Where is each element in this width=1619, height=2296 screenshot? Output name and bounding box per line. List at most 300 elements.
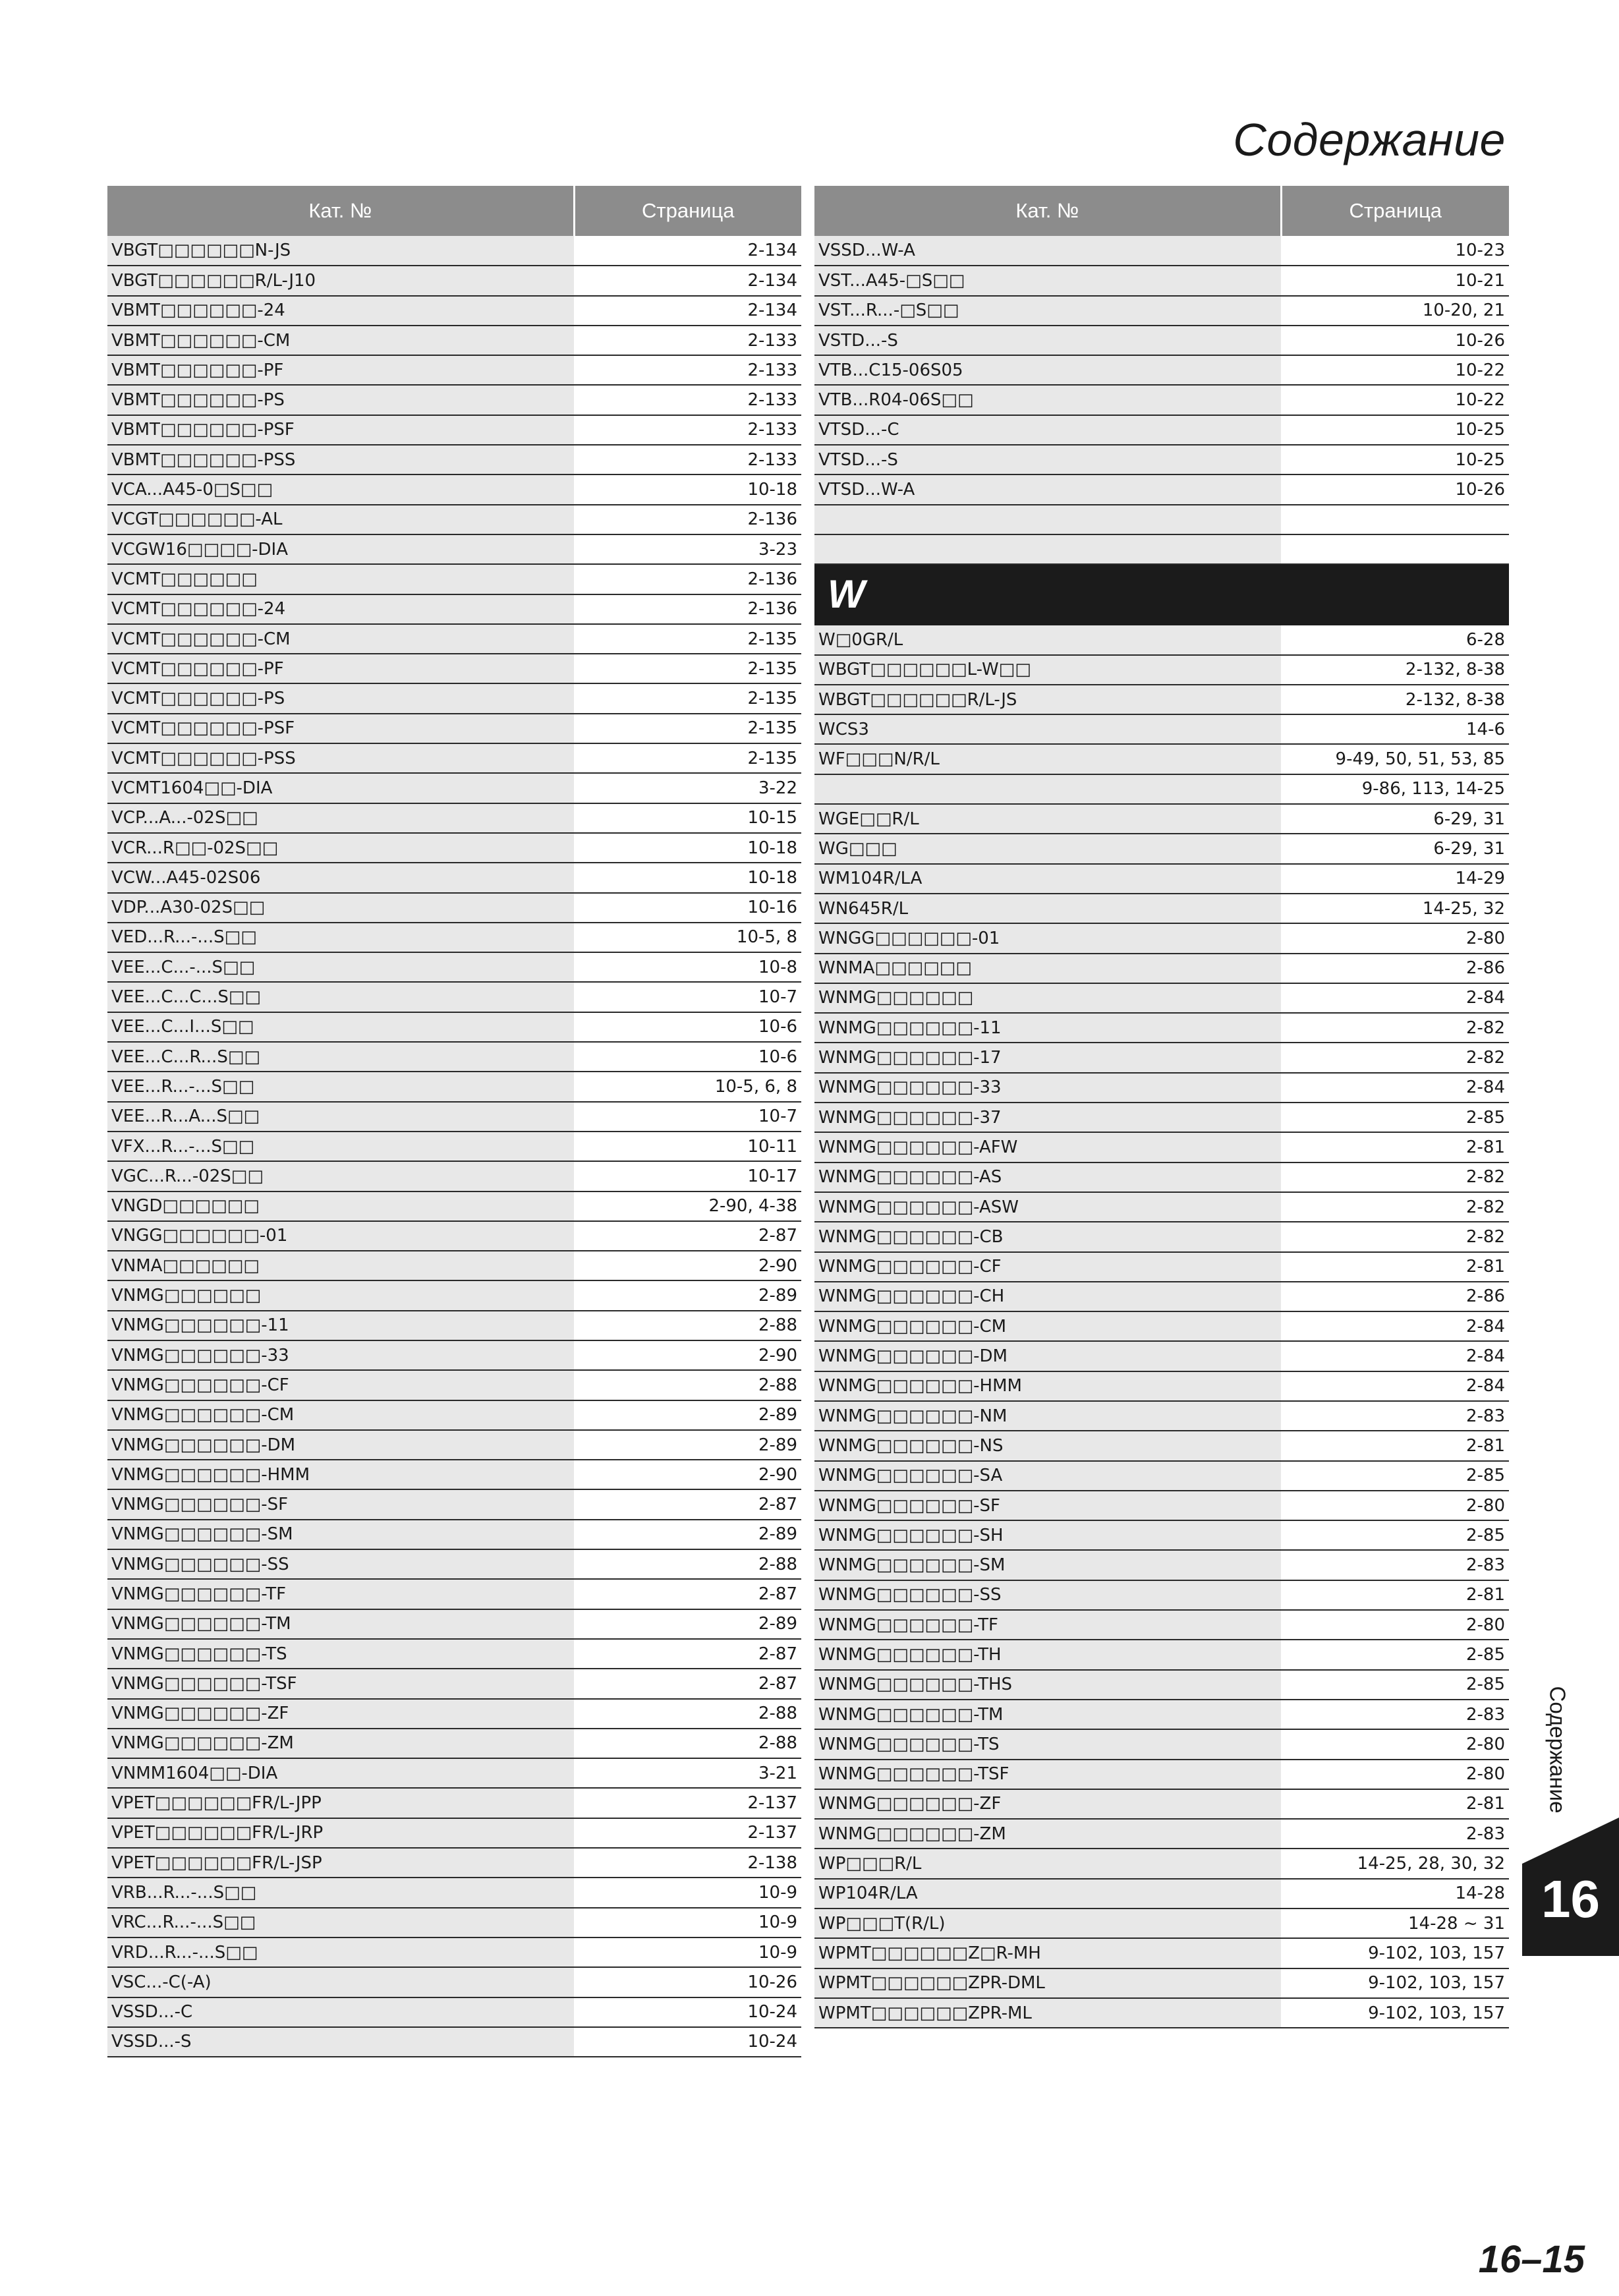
catalog-number-cell: VNMG□□□□□□-SF [107, 1489, 574, 1519]
table-row [814, 534, 1509, 564]
table-row [814, 1371, 1509, 1401]
table-row [107, 1012, 801, 1042]
catalog-number-cell: VCMT□□□□□□-CM [107, 624, 574, 654]
catalog-number-cell: VBGT□□□□□□N-JS [107, 236, 574, 266]
page-cell: 2-83 [1281, 1819, 1509, 1849]
page-cell: 10-15 [574, 803, 801, 833]
page-cell: 2-85 [1281, 1640, 1509, 1669]
table-row [107, 564, 801, 594]
catalog-number-cell: VBMT□□□□□□-PF [107, 355, 574, 385]
page-cell: 2-135 [574, 683, 801, 713]
page-cell: 2-90 [574, 1340, 801, 1370]
page-cell: 2-132, 8-38 [1281, 655, 1509, 685]
page-cell: 2-82 [1281, 1013, 1509, 1043]
catalog-number-cell: WNMG□□□□□□-NS [814, 1431, 1281, 1460]
table-row [814, 1879, 1509, 1909]
table-row [107, 1370, 801, 1400]
table-row [814, 1282, 1509, 1311]
table-row [814, 1491, 1509, 1520]
page-cell: 10-26 [1281, 474, 1509, 504]
catalog-number-cell: VBGT□□□□□□R/L-J10 [107, 266, 574, 295]
catalog-number-cell: WNMG□□□□□□-NM [814, 1401, 1281, 1431]
table-row [814, 355, 1509, 385]
table-row [107, 683, 801, 713]
catalog-number-cell: VNMG□□□□□□-TS [107, 1639, 574, 1669]
catalog-number-cell: VEE...C...R...S□□ [107, 1042, 574, 1072]
catalog-number-cell: WNMG□□□□□□-CB [814, 1222, 1281, 1251]
page-cell: 2-85 [1281, 1670, 1509, 1700]
table-row [814, 714, 1509, 744]
page-cell: 3-22 [574, 773, 801, 803]
page-cell: 10-7 [574, 982, 801, 1012]
table-row [107, 773, 801, 803]
right-table-body-bottom [814, 625, 1509, 2028]
table-row [107, 1729, 801, 1758]
page-cell: 2-87 [574, 1221, 801, 1251]
table-row [107, 594, 801, 624]
catalog-number-cell: VNMG□□□□□□-TSF [107, 1669, 574, 1698]
table-row [107, 654, 801, 683]
page-cell: 2-87 [574, 1579, 801, 1609]
page-cell: 2-133 [574, 355, 801, 385]
page-cell: 2-89 [574, 1280, 801, 1310]
right-table-header [814, 186, 1509, 236]
catalog-number-cell: WNMG□□□□□□-SF [814, 1491, 1281, 1520]
catalog-number-cell: WNMG□□□□□□-TH [814, 1640, 1281, 1669]
catalog-number-cell: VCMT□□□□□□-PSF [107, 714, 574, 743]
page-cell: 14-28 ~ 31 [1281, 1909, 1509, 1938]
table-row [814, 1760, 1509, 1789]
table-row [814, 1162, 1509, 1192]
table-row [814, 744, 1509, 774]
table-row [107, 1520, 801, 1549]
table-row [814, 1640, 1509, 1669]
catalog-number-cell: VRC...R...-...S□□ [107, 1908, 574, 1937]
table-row [107, 1669, 801, 1698]
table-row [814, 1311, 1509, 1341]
page-cell: 10-9 [574, 1908, 801, 1937]
table-row [107, 1967, 801, 1997]
catalog-number-cell: VCGW16□□□□-DIA [107, 534, 574, 564]
catalog-number-cell: VNMG□□□□□□-HMM [107, 1460, 574, 1489]
catalog-number-cell: WNMG□□□□□□-CM [814, 1311, 1281, 1341]
table-row [814, 625, 1509, 654]
table-row [107, 1221, 801, 1251]
table-row [107, 1878, 801, 1907]
table-row [814, 1341, 1509, 1371]
table-row [814, 655, 1509, 685]
catalog-number-cell [814, 774, 1281, 804]
page-cell: 2-81 [1281, 1431, 1509, 1460]
table-row [107, 952, 801, 982]
catalog-number-cell: VCMT□□□□□□-PS [107, 683, 574, 713]
page-cell: 2-135 [574, 654, 801, 683]
table-row [814, 1103, 1509, 1132]
table-row [814, 864, 1509, 894]
page-number: 16–15 [1478, 2238, 1585, 2281]
catalog-number-cell: WP□□□T(R/L) [814, 1909, 1281, 1938]
table-row [814, 804, 1509, 834]
table-row [107, 385, 801, 415]
page-cell: 9-102, 103, 157 [1281, 1968, 1509, 1998]
page-cell: 2-137 [574, 1788, 801, 1818]
table-row [107, 1460, 801, 1489]
catalog-number-cell: WNMG□□□□□□-33 [814, 1073, 1281, 1103]
table-row [814, 1461, 1509, 1491]
catalog-number-cell: WNMA□□□□□□ [814, 954, 1281, 983]
page-cell: 2-87 [574, 1489, 801, 1519]
page-cell: 10-25 [1281, 415, 1509, 445]
catalog-number-cell: VSC...-C(-A) [107, 1967, 574, 1997]
catalog-number-cell: WP104R/LA [814, 1879, 1281, 1909]
section-letter: W [814, 564, 1509, 625]
table-row [107, 1489, 801, 1519]
table-row [814, 326, 1509, 355]
catalog-number-cell: VSSD...-C [107, 1997, 574, 2027]
page-cell: 2-87 [574, 1669, 801, 1698]
page-cell: 2-80 [1281, 1729, 1509, 1759]
catalog-number-cell: VCMT1604□□-DIA [107, 773, 574, 803]
table-row [814, 1998, 1509, 2028]
page-cell: 2-135 [574, 624, 801, 654]
table-row [107, 833, 801, 863]
catalog-number-cell: VNMG□□□□□□-11 [107, 1311, 574, 1340]
table-row [814, 923, 1509, 953]
table-row [814, 445, 1509, 474]
catalog-number-cell: WNMG□□□□□□-11 [814, 1013, 1281, 1043]
table-row [814, 954, 1509, 983]
page-cell: 10-7 [574, 1102, 801, 1132]
page-cell: 10-21 [1281, 266, 1509, 295]
catalog-number-cell: VBMT□□□□□□-24 [107, 296, 574, 326]
catalog-number-cell: VNMG□□□□□□-CM [107, 1400, 574, 1430]
page-cell: 3-23 [574, 534, 801, 564]
chapter-tab [1522, 1818, 1619, 1956]
table-row [814, 236, 1509, 266]
page-cell: 2-83 [1281, 1700, 1509, 1729]
catalog-number-cell: WN645R/L [814, 894, 1281, 923]
catalog-number-cell: WNGG□□□□□□-01 [814, 923, 1281, 953]
catalog-number-cell: VRB...R...-...S□□ [107, 1878, 574, 1907]
catalog-number-cell: VTSD...-S [814, 445, 1281, 474]
page-cell: 2-85 [1281, 1520, 1509, 1550]
page-cell [1281, 505, 1509, 534]
left-table-header [107, 186, 801, 236]
page-cell: 2-81 [1281, 1132, 1509, 1162]
page-title: Содержание [1233, 114, 1506, 165]
catalog-number-cell: VPET□□□□□□FR/L-JRP [107, 1818, 574, 1848]
table-row [107, 1579, 801, 1609]
catalog-number-cell: WNMG□□□□□□-SM [814, 1550, 1281, 1580]
page-cell: 10-20, 21 [1281, 296, 1509, 326]
catalog-number-cell: VDP...A30-02S□□ [107, 893, 574, 923]
page-cell: 9-102, 103, 157 [1281, 1998, 1509, 2028]
page-cell: 10-16 [574, 893, 801, 923]
page-cell: 2-83 [1281, 1550, 1509, 1580]
catalog-number-cell: WNMG□□□□□□-TM [814, 1700, 1281, 1729]
page-cell: 2-84 [1281, 983, 1509, 1013]
page-cell: 10-23 [1281, 236, 1509, 266]
table-row [107, 1161, 801, 1191]
page-cell: 2-135 [574, 714, 801, 743]
page-cell: 2-89 [574, 1609, 801, 1639]
table-row [107, 505, 801, 534]
table-row [814, 1789, 1509, 1819]
catalog-number-cell: VST...A45-□S□□ [814, 266, 1281, 295]
page-cell: 2-82 [1281, 1043, 1509, 1072]
catalog-number-cell: VCMT□□□□□□ [107, 564, 574, 594]
catalog-number-header: Кат. № [814, 186, 1281, 236]
catalog-number-cell: VBMT□□□□□□-PS [107, 385, 574, 415]
page-cell: 14-28 [1281, 1879, 1509, 1909]
table-row [814, 296, 1509, 326]
catalog-number-cell: VNMG□□□□□□-TF [107, 1579, 574, 1609]
page-cell: 2-133 [574, 415, 801, 445]
catalog-number-cell: VNMG□□□□□□-DM [107, 1430, 574, 1460]
catalog-number-cell: VPET□□□□□□FR/L-JPP [107, 1788, 574, 1818]
table-row [107, 1430, 801, 1460]
page-cell: 2-90 [574, 1251, 801, 1280]
catalog-number-cell: WBGT□□□□□□R/L-JS [814, 685, 1281, 714]
table-row [814, 1520, 1509, 1550]
table-row [814, 1670, 1509, 1700]
page-cell: 9-86, 113, 14-25 [1281, 774, 1509, 804]
catalog-number-cell: VEE...C...I...S□□ [107, 1012, 574, 1042]
table-row [814, 1222, 1509, 1251]
catalog-number-cell: WNMG□□□□□□-SA [814, 1461, 1281, 1491]
page-cell: 10-24 [574, 1997, 801, 2027]
page-cell: 2-133 [574, 385, 801, 415]
catalog-number-cell: VCGT□□□□□□-AL [107, 505, 574, 534]
table-row [107, 743, 801, 773]
left-index-table [107, 186, 801, 2057]
page-cell: 2-89 [574, 1400, 801, 1430]
table-row [814, 1550, 1509, 1580]
catalog-number-cell: VSTD...-S [814, 326, 1281, 355]
table-row [814, 1700, 1509, 1729]
catalog-number-cell: WNMG□□□□□□-THS [814, 1670, 1281, 1700]
table-row [814, 1132, 1509, 1162]
catalog-number-cell: VNGG□□□□□□-01 [107, 1221, 574, 1251]
catalog-number-cell: WF□□□N/R/L [814, 744, 1281, 774]
page-cell: 14-25, 28, 30, 32 [1281, 1849, 1509, 1878]
page-cell: 2-80 [1281, 923, 1509, 953]
table-row [814, 1013, 1509, 1043]
page-cell: 10-18 [574, 833, 801, 863]
catalog-number-cell: WNMG□□□□□□-TF [814, 1610, 1281, 1640]
catalog-number-cell: VCW...A45-02S06 [107, 863, 574, 892]
page-cell: 2-80 [1281, 1491, 1509, 1520]
page-cell: 14-29 [1281, 864, 1509, 894]
page-cell: 2-85 [1281, 1461, 1509, 1491]
table-row [107, 1848, 801, 1878]
table-row [107, 714, 801, 743]
page-cell: 2-81 [1281, 1789, 1509, 1819]
page-cell: 2-134 [574, 266, 801, 295]
catalog-number-cell: WPMT□□□□□□Z□R-MH [814, 1938, 1281, 1968]
page-cell: 6-29, 31 [1281, 834, 1509, 863]
side-label-text: Содержание [1545, 1686, 1570, 1814]
page-cell: 10-18 [574, 474, 801, 504]
catalog-number-cell: WPMT□□□□□□ZPR-ML [814, 1998, 1281, 2028]
page-cell: 2-82 [1281, 1192, 1509, 1222]
table-row [107, 1251, 801, 1280]
table-row [107, 1280, 801, 1310]
catalog-number-cell: VCMT□□□□□□-PSS [107, 743, 574, 773]
catalog-number-cell: VST...R...-□S□□ [814, 296, 1281, 326]
page-cell: 2-81 [1281, 1580, 1509, 1610]
catalog-number-cell: VSSD...-S [107, 2027, 574, 2057]
left-table-body [107, 236, 801, 2057]
table-row [814, 1073, 1509, 1103]
page-cell: 2-84 [1281, 1371, 1509, 1401]
catalog-number-cell: WNMG□□□□□□-SS [814, 1580, 1281, 1610]
table-row [107, 1937, 801, 1967]
page-cell: 2-137 [574, 1818, 801, 1848]
table-row [107, 1042, 801, 1072]
table-row [814, 1849, 1509, 1878]
page-cell: 2-83 [1281, 1401, 1509, 1431]
table-row [814, 1819, 1509, 1849]
section-w [814, 564, 1509, 625]
catalog-number-cell: VED...R...-...S□□ [107, 923, 574, 952]
table-row [814, 1729, 1509, 1759]
table-row [814, 474, 1509, 504]
page-cell: 2-88 [574, 1549, 801, 1579]
table-row [107, 1639, 801, 1669]
table-row [107, 863, 801, 892]
table-row [814, 1938, 1509, 1968]
catalog-number-cell: VCA...A45-0□S□□ [107, 474, 574, 504]
page-cell: 10-9 [574, 1878, 801, 1907]
table-row [107, 445, 801, 474]
page-cell: 2-84 [1281, 1311, 1509, 1341]
catalog-number-cell: WPMT□□□□□□ZPR-DML [814, 1968, 1281, 1998]
table-row [107, 266, 801, 295]
page-cell: 2-89 [574, 1430, 801, 1460]
table-row [814, 1610, 1509, 1640]
page-cell: 2-81 [1281, 1252, 1509, 1282]
table-row [107, 1072, 801, 1101]
catalog-number-cell: WNMG□□□□□□-37 [814, 1103, 1281, 1132]
table-row [107, 1609, 801, 1639]
page-cell: 2-136 [574, 505, 801, 534]
catalog-number-cell: VRD...R...-...S□□ [107, 1937, 574, 1967]
page-cell: 2-86 [1281, 1282, 1509, 1311]
table-row [107, 1102, 801, 1132]
catalog-number-cell: VNMA□□□□□□ [107, 1251, 574, 1280]
table-row [814, 685, 1509, 714]
catalog-number-cell: WNMG□□□□□□-HMM [814, 1371, 1281, 1401]
table-row [107, 1788, 801, 1818]
table-row [107, 1997, 801, 2027]
catalog-number-cell: WNMG□□□□□□-CH [814, 1282, 1281, 1311]
page-cell: 2-134 [574, 296, 801, 326]
catalog-number-cell: VNMG□□□□□□-TM [107, 1609, 574, 1639]
catalog-number-cell: WNMG□□□□□□ [814, 983, 1281, 1013]
table-row [107, 624, 801, 654]
page-cell: 10-6 [574, 1042, 801, 1072]
catalog-number-cell: WNMG□□□□□□-ZF [814, 1789, 1281, 1819]
page-cell: 10-22 [1281, 355, 1509, 385]
table-row [814, 1192, 1509, 1222]
table-row [107, 1340, 801, 1370]
page-cell: 10-24 [574, 2027, 801, 2057]
catalog-number-cell: WNMG□□□□□□-17 [814, 1043, 1281, 1072]
table-row [814, 266, 1509, 295]
page-cell: 2-90, 4-38 [574, 1191, 801, 1221]
catalog-number-cell: VNMG□□□□□□-SS [107, 1549, 574, 1579]
page-cell: 2-86 [1281, 954, 1509, 983]
catalog-number-cell: VEE...C...-...S□□ [107, 952, 574, 982]
catalog-number-cell: WNMG□□□□□□-ZM [814, 1819, 1281, 1849]
catalog-number-cell: VEE...R...A...S□□ [107, 1102, 574, 1132]
table-row [107, 1132, 801, 1161]
catalog-number-cell: VBMT□□□□□□-PSF [107, 415, 574, 445]
page-cell: 9-49, 50, 51, 53, 85 [1281, 744, 1509, 774]
page-cell: 2-136 [574, 564, 801, 594]
catalog-number-cell: VTSD...W-A [814, 474, 1281, 504]
table-row [814, 1431, 1509, 1460]
section-header-row [814, 564, 1509, 625]
catalog-number-cell: VCMT□□□□□□-24 [107, 594, 574, 624]
page-cell: 2-88 [574, 1370, 801, 1400]
catalog-number-cell: VNMG□□□□□□-SM [107, 1520, 574, 1549]
page-cell: 2-138 [574, 1848, 801, 1878]
table-row [814, 1909, 1509, 1938]
page-cell: 10-11 [574, 1132, 801, 1161]
catalog-number-cell: WCS3 [814, 714, 1281, 744]
table-row [814, 1252, 1509, 1282]
page-cell: 2-136 [574, 594, 801, 624]
page-cell: 10-9 [574, 1937, 801, 1967]
table-row [814, 834, 1509, 863]
table-row [107, 1818, 801, 1848]
catalog-number-cell: VCR...R□□-02S□□ [107, 833, 574, 863]
page-cell: 10-17 [574, 1161, 801, 1191]
page-cell: 10-26 [574, 1967, 801, 1997]
catalog-number-cell [814, 534, 1281, 564]
page-cell: 2-84 [1281, 1341, 1509, 1371]
catalog-number-cell: WNMG□□□□□□-AFW [814, 1132, 1281, 1162]
chapter-number: 16 [1541, 1870, 1600, 1928]
table-row [107, 1699, 801, 1729]
table-row [107, 803, 801, 833]
page-cell: 10-25 [1281, 445, 1509, 474]
table-row [107, 236, 801, 266]
catalog-number-cell: WG□□□ [814, 834, 1281, 863]
catalog-number-cell: WM104R/LA [814, 864, 1281, 894]
catalog-number-cell: VNMG□□□□□□-ZM [107, 1729, 574, 1758]
table-row [107, 1191, 801, 1221]
right-table-body-top [814, 236, 1509, 564]
table-row [814, 505, 1509, 534]
catalog-number-cell: VGC...R...-02S□□ [107, 1161, 574, 1191]
page-cell: 10-26 [1281, 326, 1509, 355]
page-cell: 2-132, 8-38 [1281, 685, 1509, 714]
table-row [814, 1043, 1509, 1072]
catalog-number-cell: VNMG□□□□□□-CF [107, 1370, 574, 1400]
table-row [107, 1549, 801, 1579]
catalog-number-cell: WNMG□□□□□□-TSF [814, 1760, 1281, 1789]
table-row [107, 415, 801, 445]
catalog-number-cell: VFX...R...-...S□□ [107, 1132, 574, 1161]
table-row [107, 474, 801, 504]
catalog-number-cell: VCMT□□□□□□-PF [107, 654, 574, 683]
catalog-number-cell: VTB...R04-06S□□ [814, 385, 1281, 415]
catalog-number-cell: VSSD...W-A [814, 236, 1281, 266]
table-row [107, 534, 801, 564]
